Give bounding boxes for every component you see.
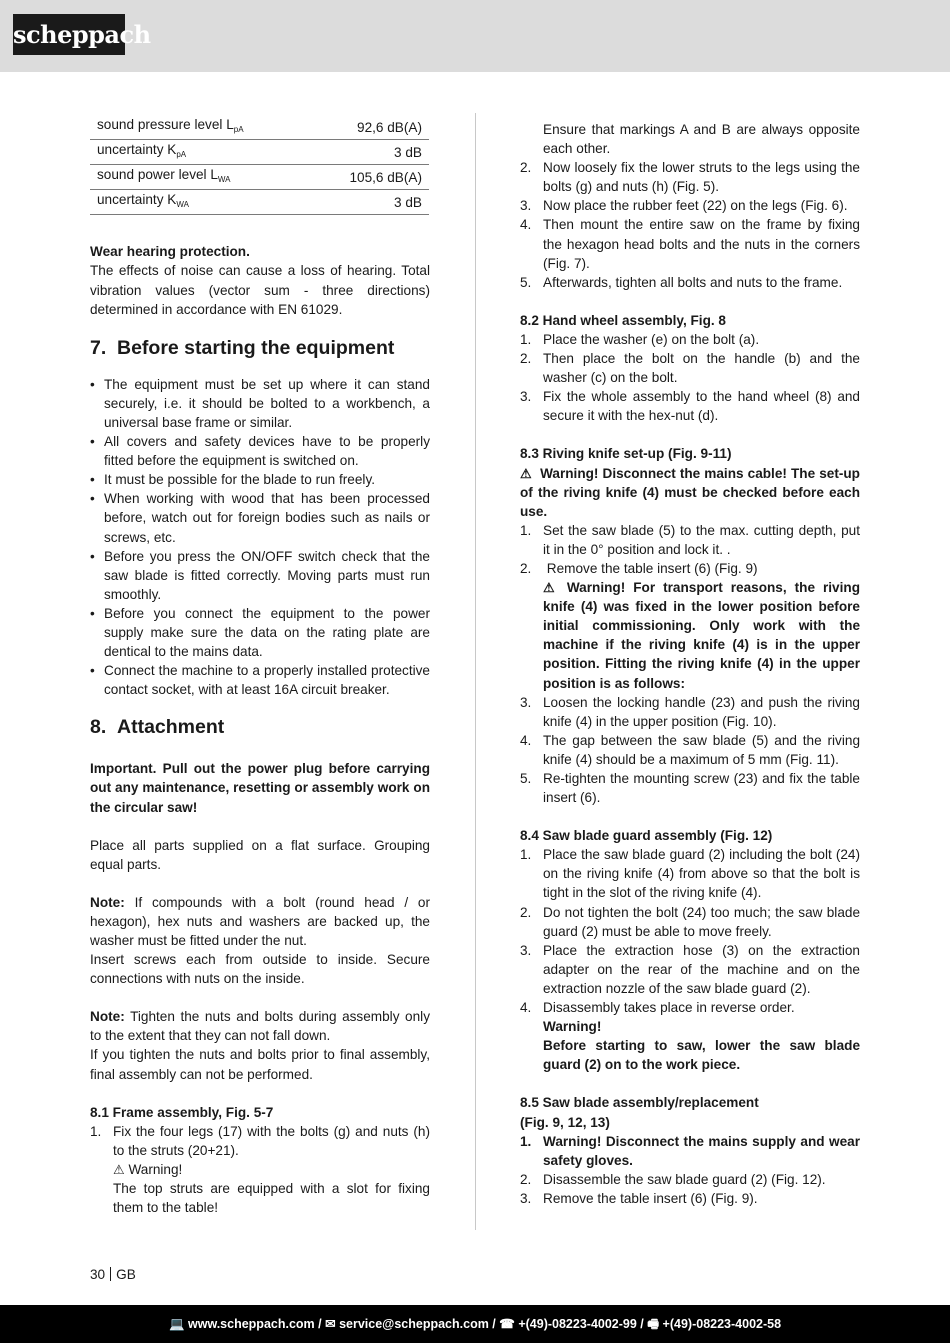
list-item: 2. Remove the table insert (6) (Fig. 9) ⚠ Warning! For transport reasons, the riving knife (4) was fixed in the lower position before initial commissioning. Only work with the machine if the riving knife (4) is in the upper position. Fitting the riving knife (4) in the upper position is as follows: <box>520 560 861 691</box>
section-8-5-subtitle: (Fig. 9, 12, 13) <box>520 1114 610 1130</box>
section-8-1-list <box>90 1122 430 1217</box>
right-column <box>520 120 860 1208</box>
list-item: 4. The gap between the saw blade (5) and the riving knife (4) should be a maximum of 5 mm (Fig. 11). <box>520 732 860 767</box>
section-8-2-title: 8.2 Hand wheel assembly, Fig. 8 <box>520 312 726 328</box>
list-item: 3. Remove the table insert (6) (Fig. 9). <box>520 1190 758 1206</box>
page-number: 30 GB <box>90 1267 136 1282</box>
list-item: 2. Now loosely fix the lower struts to the legs using the bolts (g) and nuts (h) (Fig. 5). <box>520 160 860 195</box>
wear-hearing-text: The effects of noise can cause a loss of hearing. Total vibration values (vector sum - three directions) determined in accordance with EN 61029. <box>90 263 430 317</box>
list-item: 3. Loosen the locking handle (23) and push the riving knife (4) in the upper position (Fig. 10). <box>520 694 860 729</box>
spec-label: sound power level $L_{WA}$ <box>90 165 310 190</box>
contact-footer <box>0 1305 950 1343</box>
bullet-item: • All covers and safety devices have to be properly fitted before the equipment is switched on. <box>90 432 430 470</box>
warning-icon: ⚠ <box>543 580 559 596</box>
section-8-1-title: 8.1 Frame assembly, Fig. 5-7 <box>90 1104 274 1120</box>
section-8-5-title: 8.5 Saw blade assembly/replacement <box>520 1095 759 1111</box>
bullet-item: • When working with wood that has been processed before, watch out for foreign bodies such as nails or screws, etc. <box>90 489 430 546</box>
section-8-5-list <box>520 1132 860 1170</box>
left-column <box>90 115 430 1217</box>
website-link[interactable]: www.scheppach.com / <box>188 1317 322 1331</box>
list-item: 4. Then mount the entire saw on the frame by fixing the hexagon head bolts and the nuts in the corners (Fig. 7). <box>520 217 860 271</box>
section-7-heading: 7. Before starting the equipment <box>90 336 395 359</box>
section-8-2-list <box>520 330 860 425</box>
section-8-3-title: 8.3 Riving knife set-up (Fig. 9-11) <box>520 446 732 462</box>
list-item: 3. Fix the whole assembly to the hand wheel (8) and secure it with the hex-nut (d). <box>520 389 860 424</box>
important-warning: Important. Pull out the power plug before carrying out any maintenance, resetting or assembly work on the circular saw! <box>90 761 430 815</box>
note-2: Note: Tighten the nuts and bolts during assembly only to the extent that they can not fall down. <box>90 1009 430 1044</box>
brand-logo: scheppach <box>13 14 125 55</box>
spec-value: 105,6 dB(A) <box>310 165 429 190</box>
section-8-heading: 8. Attachment <box>90 716 225 739</box>
list-item: 1. Place the saw blade guard (2) including the bolt (24) on the riving knife (4) from above so that the bolt is tight in the slot of the riving knife (4). <box>520 847 860 901</box>
section-8-1-list-cont <box>520 158 860 292</box>
bullet-item: • Before you connect the equipment to the power supply make sure the data on the rating plate are dentical to the mains data. <box>90 604 430 661</box>
list-item: 1. Warning! Disconnect the mains supply and wear safety gloves. <box>520 1133 860 1168</box>
section-8-3-warning: ⚠ Warning! Disconnect the mains cable! The set-up of the riving knife (4) must be checked before each use. <box>520 465 860 519</box>
bullet-item: • Connect the machine to a properly installed protective contact socket, with at least 16A circuit breaker. <box>90 661 430 699</box>
section-7-bullets <box>90 375 430 700</box>
fax-icon: 🖷 <box>647 1317 660 1331</box>
column-divider <box>475 113 476 1230</box>
list-item: 3. Place the extraction hose (3) on the extraction adapter on the rear of the machine and on the extraction nozzle of the saw blade guard (2). <box>520 942 860 996</box>
bullet-item: • It must be possible for the blade to run freely. <box>90 470 430 489</box>
spec-label: sound pressure level $L_{pA}$ <box>90 115 310 140</box>
spec-row <box>90 140 429 165</box>
warning-icon: ⚠ <box>520 465 532 481</box>
header-bar <box>0 0 950 72</box>
list-item: 5. Afterwards, tighten all bolts and nuts to the frame. <box>520 274 843 290</box>
section-8-4-list <box>520 845 860 998</box>
bullet-item: • The equipment must be set up where it can stand securely, i.e. it should be bolted to a workbench, a universal base frame or similar. <box>90 375 430 432</box>
spec-value: 92,6 dB(A) <box>310 115 429 140</box>
list-item: 1. Set the saw blade (5) to the max. cutting depth, put it in the 0° position and lock it. . <box>520 522 860 557</box>
section-8-3-list-rest <box>520 693 860 808</box>
warning-icon: ⚠ <box>113 1161 125 1177</box>
fax-number: +(49)-08223-4002-58 <box>662 1317 782 1331</box>
list-item: 2. Then place the bolt on the handle (b) and the washer (c) on the bolt. <box>520 351 860 386</box>
section-8-5-list-rest <box>520 1170 860 1208</box>
note-2-more: If you tighten the nuts and bolts prior to final assembly, final assembly can not be performed. <box>90 1047 430 1082</box>
insert-screws-text: Insert screws each from outside to inside. Secure connections with nuts on the inside. <box>90 952 430 987</box>
list-item: 3. Now place the rubber feet (22) on the legs (Fig. 6). <box>520 198 848 214</box>
spec-value: 3 dB <box>310 190 429 215</box>
wear-hearing-title: Wear hearing protection. <box>90 244 250 260</box>
spec-label: uncertainty $K_{WA}$ <box>90 190 310 215</box>
list-item: 4. Disassembly takes place in reverse order. Warning! Before starting to saw, lower the saw blade guard (2) on to the work piece. <box>520 1000 860 1073</box>
spec-label: uncertainty $K_{pA}$ <box>90 140 310 165</box>
section-8-4-title: 8.4 Saw blade guard assembly (Fig. 12) <box>520 828 773 844</box>
computer-icon: 💻 <box>168 1317 185 1331</box>
email-link[interactable]: service@scheppach.com / <box>339 1317 496 1331</box>
list-item: 2. Do not tighten the bolt (24) too much; the saw blade guard (2) must be able to move freely. <box>520 904 860 939</box>
spec-row <box>90 165 429 190</box>
spec-value: 3 dB <box>310 140 429 165</box>
section-8-3-list <box>520 521 860 693</box>
note-1: Note: If compounds with a bolt (round head / or hexagon), hex nuts and washers are backed up, the washer must be fitted under the nut. <box>90 894 430 948</box>
spec-row <box>90 190 429 215</box>
place-parts-text: Place all parts supplied on a flat surface. Grouping equal parts. <box>90 837 430 872</box>
bullet-item: • Before you press the ON/OFF switch check that the saw blade is fitted correctly. Moving parts must run smoothly. <box>90 547 430 604</box>
list-item: 2. Disassemble the saw blade guard (2) (Fig. 12). <box>520 1171 826 1187</box>
phone-icon: ☎ <box>499 1317 515 1331</box>
email-icon: ✉ <box>325 1317 336 1331</box>
list-item: 5. Re-tighten the mounting screw (23) and fix the table insert (6). <box>520 771 860 806</box>
noise-spec-table <box>90 115 429 215</box>
list-item: 1. Place the washer (e) on the bolt (a). <box>520 331 760 347</box>
phone-number: +(49)-08223-4002-99 / <box>518 1317 644 1331</box>
list-item: 1. Fix the four legs (17) with the bolts (g) and nuts (h) to the struts (20+21). ⚠ Warning! The top struts are equipped with a slot for fixing them to the table! <box>90 1123 430 1216</box>
spec-row <box>90 115 429 140</box>
continued-text: Ensure that markings A and B are always opposite each other. <box>543 122 860 157</box>
section-8-4-list-item4 <box>520 998 860 1074</box>
